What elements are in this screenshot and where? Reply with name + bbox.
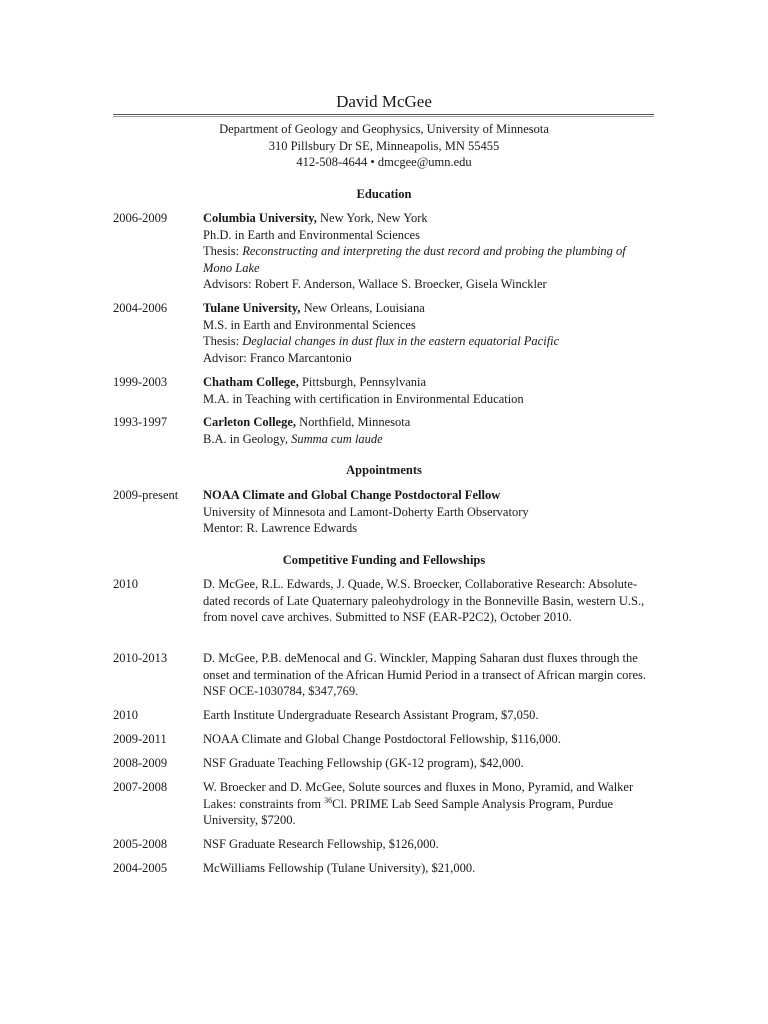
phone: 412-508-4644 [296, 155, 368, 169]
department-line: Department of Geology and Geophysics, University of Minnesota [219, 122, 549, 136]
entry-text: NSF Graduate Research Fellowship, $126,000. [203, 837, 439, 851]
entry-date: 2005-2008 [113, 837, 168, 851]
section-title-education: Education [356, 187, 412, 201]
position-title: NOAA Climate and Global Change Postdoctoral Fellow [203, 488, 501, 502]
entry-date: 2007-2008 [113, 780, 168, 794]
thesis-title: Reconstructing and interpreting the dust record and probing the plumbing of Mono Lake [203, 244, 626, 275]
degree: Ph.D. in Earth and Environmental Sciences [203, 227, 420, 242]
entry-text: Earth Institute Undergraduate Research Assistant Program, $7,050. [203, 708, 539, 722]
school-name: Carleton College, [203, 415, 297, 429]
thesis: Thesis: Reconstructing and interpreting the dust record and probing the plumbing of Mono Lake [203, 244, 626, 275]
entry-date: 2004-2005 [113, 861, 168, 875]
header-rule [113, 114, 654, 117]
school-name: Tulane University, [203, 301, 301, 315]
entry-date: 2010 [113, 708, 138, 722]
degree: B.A. in Geology, Summa cum laude [203, 431, 383, 446]
school-location: New York, New York [316, 211, 428, 225]
advisors: Advisor: Franco Marcantonio [203, 350, 352, 365]
entry-date: 1993-1997 [113, 415, 168, 429]
entry-body [203, 300, 658, 366]
entry-body [203, 414, 658, 447]
degree: M.A. in Teaching with certification in Environmental Education [203, 391, 524, 406]
mentor: Mentor: R. Lawrence Edwards [203, 521, 358, 535]
entry-body [203, 374, 658, 407]
email: dmcgee@umn.edu [377, 155, 472, 169]
bullet-separator: • [367, 155, 378, 169]
section-title-funding: Competitive Funding and Fellowships [282, 553, 486, 567]
school-name: Columbia University, [203, 211, 317, 225]
entry-date: 2008-2009 [113, 756, 168, 770]
entry-text: NOAA Climate and Global Change Postdoctoral Fellowship, $116,000. [203, 732, 561, 746]
school-location: Northfield, Minnesota [296, 415, 411, 429]
entry-body [203, 210, 658, 293]
entry-text: D. McGee, P.B. deMenocal and G. Winckler, Mapping Saharan dust fluxes through the onset and termination of the African Humid Period in a transect of African margin cores. NSF OCE-1030784, $347,769. [203, 651, 647, 698]
isotope-superscript: 36 [324, 795, 333, 805]
entry-date: 2006-2009 [113, 211, 168, 225]
section-title-appointments: Appointments [346, 463, 422, 477]
entry-text: D. McGee, R.L. Edwards, J. Quade, W.S. Broecker, Collaborative Research: Absolute-dated records of Late Quaternary paleohydrology in the Bonneville Basin, western U.S., from novel cave archives. Submitted to NSF (EAR-P2C2), October 2010. [203, 577, 645, 624]
phone-email-line [0, 154, 768, 171]
advisors: Advisors: Robert F. Anderson, Wallace S. Broecker, Gisela Winckler [203, 277, 547, 291]
entry-text: NSF Graduate Teaching Fellowship (GK-12 program), $42,000. [203, 756, 524, 770]
address-line: 310 Pillsbury Dr SE, Minneapolis, MN 55455 [268, 138, 500, 153]
entry-date: 2010-2013 [113, 651, 168, 665]
entry-date: 2004-2006 [113, 301, 168, 315]
institution: University of Minnesota and Lamont-Doherty Earth Observatory [203, 504, 529, 519]
entry-date: 2010 [113, 577, 138, 591]
degree: M.S. in Earth and Environmental Sciences [203, 317, 416, 332]
contact-block [0, 121, 768, 171]
entry-date: 1999-2003 [113, 375, 168, 389]
thesis-title: Deglacial changes in dust flux in the eastern equatorial Pacific [242, 334, 560, 348]
degree-honor: Summa cum laude [291, 431, 383, 446]
entry-text: McWilliams Fellowship (Tulane University), $21,000. [203, 861, 476, 875]
cv-name: David McGee [336, 92, 432, 111]
school-name: Chatham College, [203, 375, 299, 389]
entry-date: 2009-2011 [113, 732, 167, 746]
entry-text: W. Broecker and D. McGee, Solute sources and fluxes in Mono, Pyramid, and Walker Lakes: constraints from $^{36}$Cl. PRIME Lab Seed Sample Analysis Program, Purdue University, $7200. [203, 780, 634, 827]
school-location: Pittsburgh, Pennsylvania [298, 375, 427, 389]
school-location: New Orleans, Louisiana [300, 301, 425, 315]
entry-date: 2009-present [113, 488, 179, 502]
entry-body [203, 487, 658, 537]
thesis: Thesis: Deglacial changes in dust flux in the eastern equatorial Pacific [203, 334, 560, 348]
